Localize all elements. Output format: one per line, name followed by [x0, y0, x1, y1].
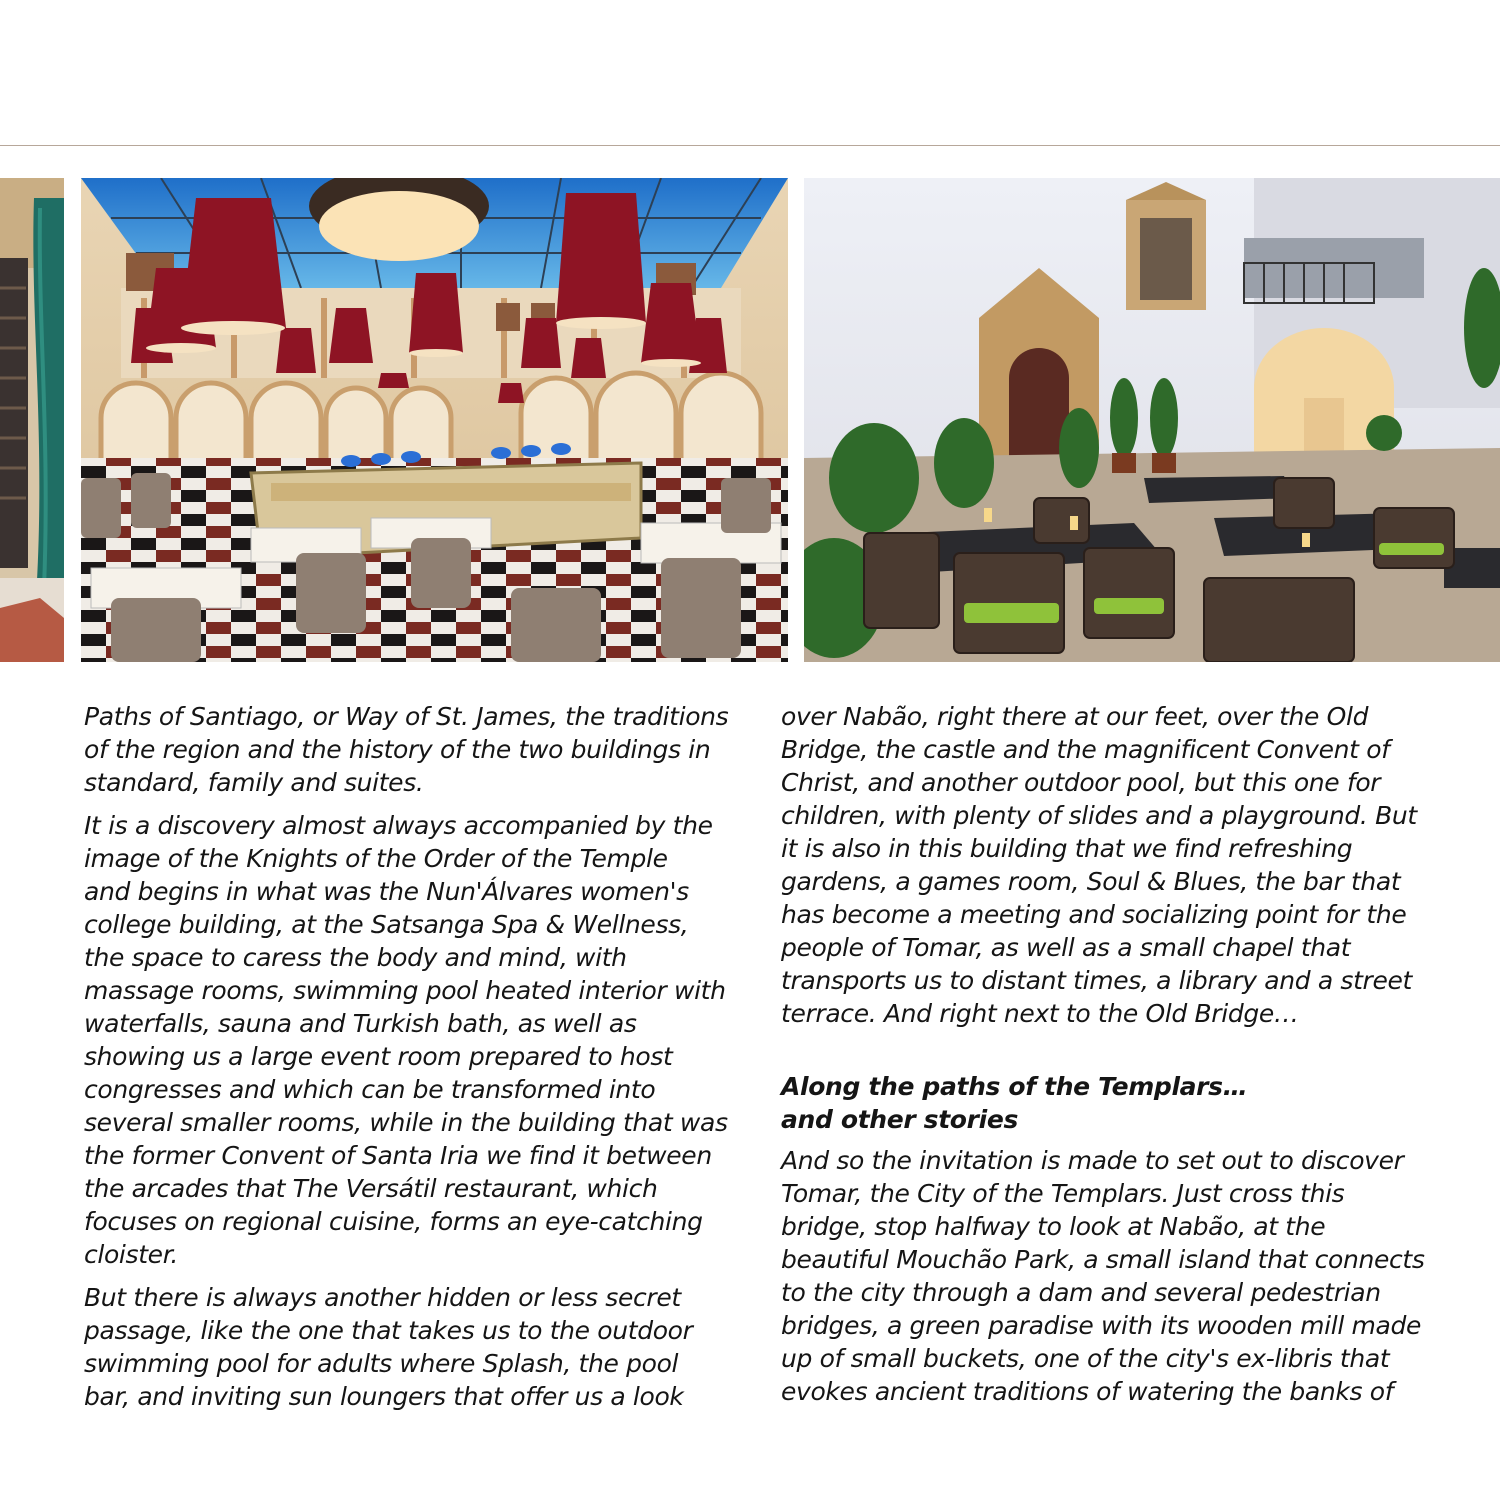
- paragraph: [781, 1144, 1441, 1408]
- spa-staircase-photo: [0, 178, 64, 662]
- text-line: standard, family and suites.: [84, 768, 424, 797]
- text-line: and begins in what was the Nun'Álvares women's: [84, 877, 689, 906]
- convent-terrace-photo: [804, 178, 1500, 662]
- text-line: children, with plenty of slides and a playground. But: [781, 801, 1417, 830]
- text-line: to the city through a dam and several pedestrian: [781, 1278, 1381, 1307]
- text-line: showing us a large event room prepared to host: [84, 1042, 673, 1071]
- heading-line: Along the paths of the Templars…: [781, 1072, 1248, 1101]
- text-line: And so the invitation is made to set out to discover: [781, 1146, 1404, 1175]
- text-line: people of Tomar, as well as a small chapel that: [781, 933, 1351, 962]
- text-line: Christ, and another outdoor pool, but this one for: [781, 768, 1381, 797]
- paragraph: [84, 1281, 744, 1413]
- text-line: cloister.: [84, 1240, 178, 1269]
- text-line: image of the Knights of the Order of the Temple: [84, 844, 668, 873]
- text-line: gardens, a games room, Soul & Blues, the bar that: [781, 867, 1401, 896]
- text-line: college building, at the Satsanga Spa & Wellness,: [84, 910, 689, 939]
- text-line: the former Convent of Santa Iria we find it between: [84, 1141, 712, 1170]
- text-line: Paths of Santiago, or Way of St. James, the traditions: [84, 702, 729, 731]
- text-line: bridge, stop halfway to look at Nabão, at the: [781, 1212, 1326, 1241]
- text-line: beautiful Mouchão Park, a small island that connects: [781, 1245, 1425, 1274]
- text-line: swimming pool for adults where Splash, the pool: [84, 1349, 679, 1378]
- header-divider: [0, 145, 1500, 146]
- text-line: transports us to distant times, a library and a street: [781, 966, 1412, 995]
- text-line: Tomar, the City of the Templars. Just cross this: [781, 1179, 1345, 1208]
- article-column-left: [84, 700, 744, 1413]
- paragraph: [84, 700, 744, 799]
- text-line: it is also in this building that we find refreshing: [781, 834, 1353, 863]
- text-line: of the region and the history of the two buildings in: [84, 735, 711, 764]
- text-line: It is a discovery almost always accompanied by the: [84, 811, 713, 840]
- text-line: several smaller rooms, while in the building that was: [84, 1108, 728, 1137]
- text-line: has become a meeting and socializing point for the: [781, 900, 1407, 929]
- text-line: terrace. And right next to the Old Bridge…: [781, 999, 1299, 1028]
- text-line: the space to caress the body and mind, with: [84, 943, 627, 972]
- text-line: bar, and inviting sun loungers that offer us a look: [84, 1382, 684, 1411]
- text-line: waterfalls, sauna and Turkish bath, as well as: [84, 1009, 637, 1038]
- paragraph: [84, 809, 744, 1271]
- text-line: Bridge, the castle and the magnificent Convent of: [781, 735, 1390, 764]
- article-column-right: [781, 700, 1441, 1408]
- paragraph: [781, 700, 1441, 1030]
- text-line: massage rooms, swimming pool heated interior with: [84, 976, 726, 1005]
- text-line: evokes ancient traditions of watering the banks of: [781, 1377, 1394, 1406]
- text-line: congresses and which can be transformed into: [84, 1075, 656, 1104]
- text-line: But there is always another hidden or less secret: [84, 1283, 681, 1312]
- text-line: passage, like the one that takes us to the outdoor: [84, 1316, 693, 1345]
- text-line: the arcades that The Versátil restaurant, which: [84, 1174, 658, 1203]
- section-heading: [781, 1070, 1441, 1136]
- restaurant-cloister-photo: [81, 178, 788, 662]
- text-line: up of small buckets, one of the city's ex-libris that: [781, 1344, 1390, 1373]
- text-line: focuses on regional cuisine, forms an eye-catching: [84, 1207, 703, 1236]
- text-line: bridges, a green paradise with its wooden mill made: [781, 1311, 1422, 1340]
- heading-line: and other stories: [781, 1105, 1018, 1134]
- text-line: over Nabão, right there at our feet, over the Old: [781, 702, 1369, 731]
